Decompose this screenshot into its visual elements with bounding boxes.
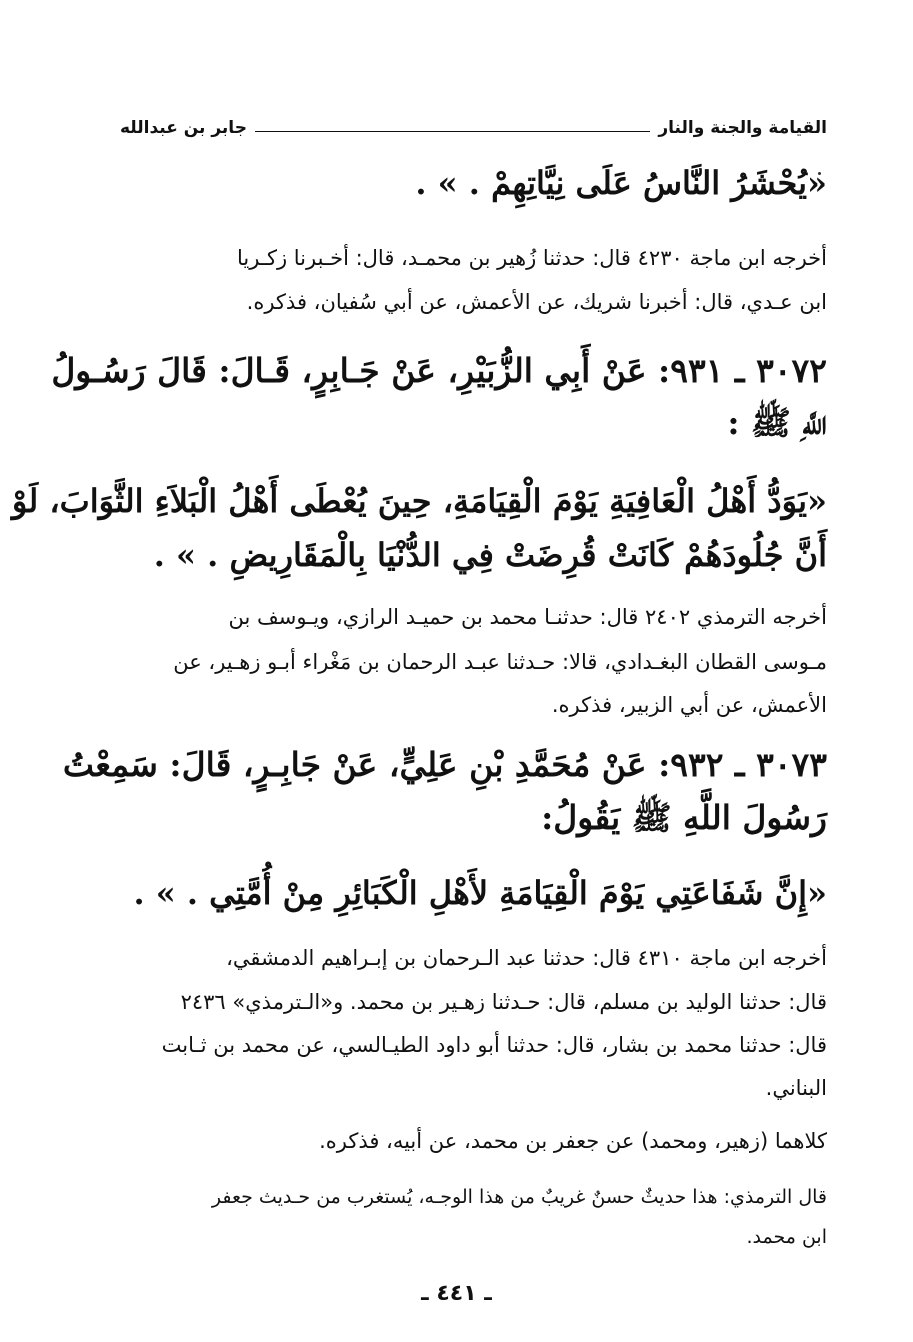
hadith-text-line: أَنَّ جُلُودَهُمْ كَانَتْ قُرِضَتْ فِي الدُّنْيَا بِالْمَقَارِيضِ . » . [153,536,827,574]
takhrij-line: أخرجه الترمذي ٢٤٠٢ قال: حدثنـا محمد بن حميـد الرازي، ويـوسف بن [228,605,827,629]
hadith-isnad-line: اللَّهِ ﷺ : [727,403,827,442]
hadith-text-line: «يُحْشَرُ النَّاسُ عَلَى نِيَّاتِهِمْ . » . [415,164,827,202]
hadith-isnad-line: ٣٠٧٢ ـ ٩٣١: عَنْ أَبِي الزُّبَيْرِ، عَنْ جَـابِرٍ، قَـالَ: قَالَ رَسُـولُ [51,351,827,390]
takhrij-line: أخرجه ابن ماجة ٤٣١٠ قال: حدثنا عبد الـرحمان بن إبـراهيم الدمشقي، [226,946,827,970]
comment-line: قال الترمذي: هذا حديثٌ حسنٌ غريبٌ من هذا الوجـه، يُستغرب من حـديث جعفر [211,1186,827,1208]
header-rule [255,131,650,132]
takhrij-line: مـوسى القطان البغـدادي، قالا: حـدثنا عبـد الرحمان بن مَغْراء أبـو زهـير، عن [173,650,827,674]
header-chapter: جابر بن عبدالله [120,118,247,138]
takhrij-line: ابن عـدي، قال: أخبرنا شريك، عن الأعمش، عن أبي سُفيان، فذكره. [246,290,827,314]
takhrij-line: أخرجه ابن ماجة ٤٢٣٠ قال: حدثنا زُهير بن محمـد، قال: أخـبرنا زكـريا [236,246,827,270]
takhrij-line: كلاهما (زهير، ومحمد) عن جعفر بن محمد، عن أبيه، فذكره. [319,1129,827,1153]
takhrij-line: البناني. [765,1076,827,1100]
takhrij-line: الأعمش، عن أبي الزبير، فذكره. [551,693,827,717]
comment-line: ابن محمد. [746,1226,827,1248]
hadith-isnad-line: ٣٠٧٣ ـ ٩٣٢: عَنْ مُحَمَّدِ بْنِ عَلِيٍّ، عَنْ جَابِـرٍ، قَالَ: سَمِعْتُ [62,745,827,784]
hadith-isnad-line: رَسُولَ اللَّهِ ﷺ يَقُولُ: [541,798,827,837]
hadith-text-line: «يَوَدُّ أَهْلُ الْعَافِيَةِ يَوْمَ الْقِيَامَةِ، حِينَ يُعْطَى أَهْلُ الْبَلاَءِ الثَّوَابَ، لَوْ [11,482,827,520]
running-header [120,108,827,138]
header-book-title: القيامة والجنة والنار [658,118,827,138]
page-number: ـ ٤٤١ ـ [421,1281,492,1306]
takhrij-line: قال: حدثنا الوليد بن مسلم، قال: حـدثنا زهـير بن محمد. و«الـترمذي» ٢٤٣٦ [180,990,827,1014]
hadith-text-line: «إِنَّ شَفَاعَتِي يَوْمَ الْقِيَامَةِ لأَهْلِ الْكَبَائِرِ مِنْ أُمَّتِي . » . [133,874,827,912]
takhrij-line: قال: حدثنا محمد بن بشار، قال: حدثنا أبو داود الطيـالسي، عن محمد بن ثـابت [161,1033,827,1057]
